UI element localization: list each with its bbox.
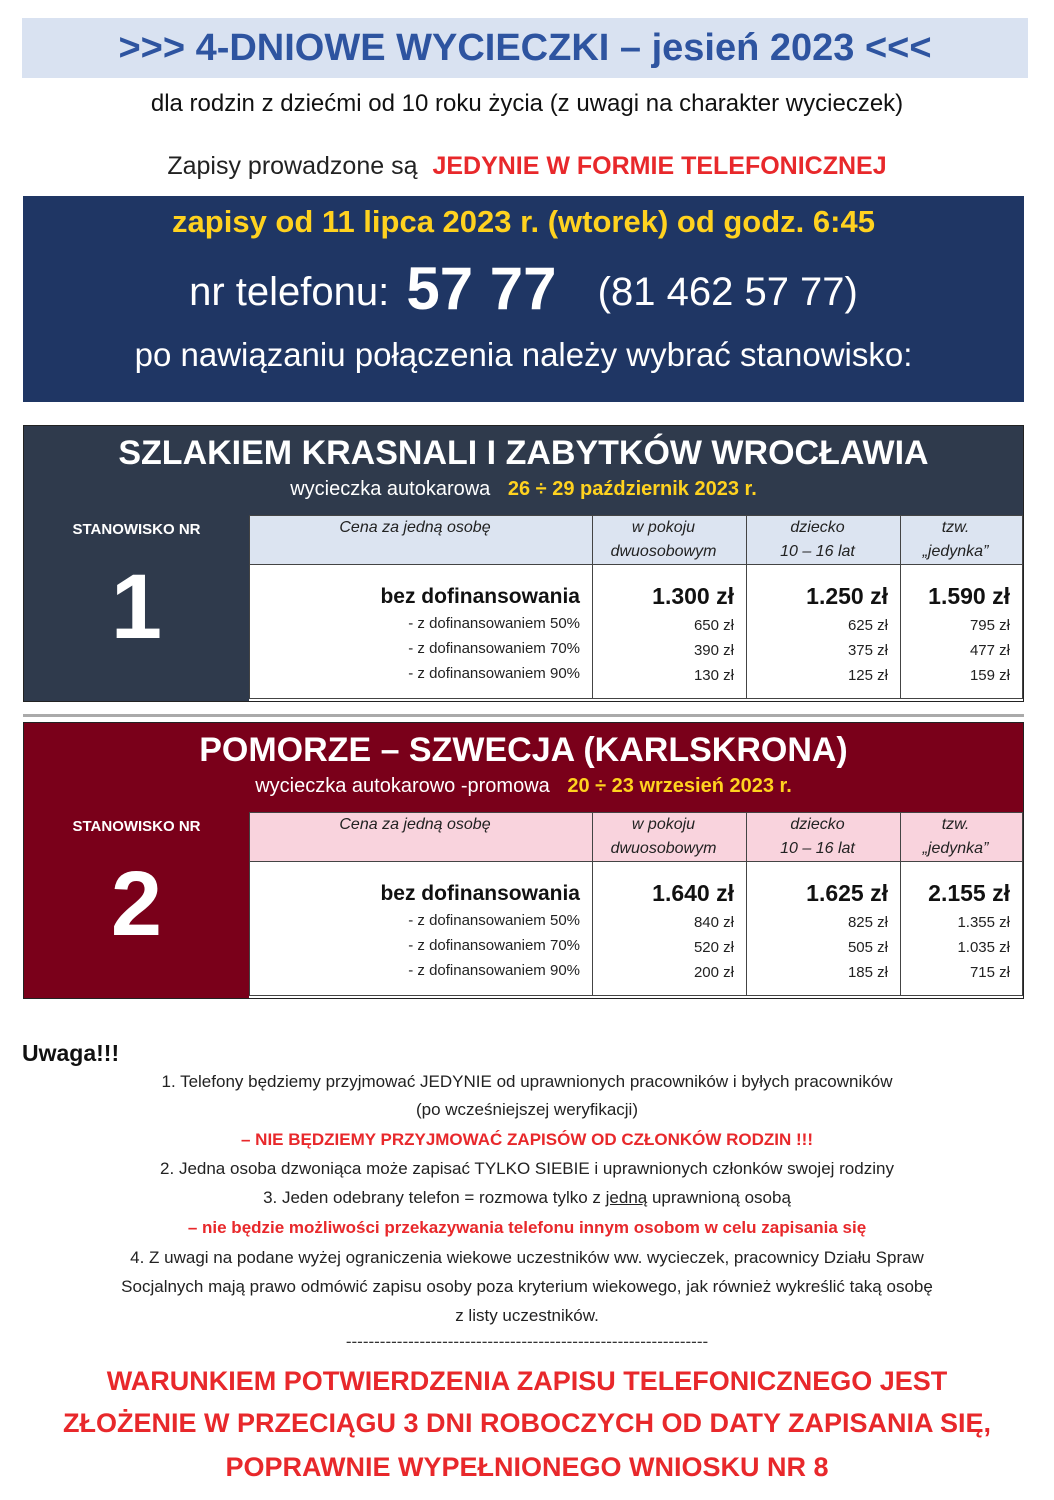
price-col-single [901, 862, 1023, 996]
price-rows-labels [250, 565, 593, 699]
header-single-l1: tzw. [941, 816, 970, 833]
price-value: 1.250 zł [806, 583, 888, 609]
trip-type: wycieczka autokarowo -promowa [255, 775, 550, 797]
price-col-double [593, 565, 747, 699]
condition-line-3: POPRAWNIE WYPEŁNIONEGO WNIOSKU NR 8 [225, 1452, 829, 1482]
trip-subtitle [24, 478, 1023, 501]
row-label: bez dofinansowania [380, 882, 580, 905]
price-value: 390 zł [693, 642, 734, 659]
price-table [249, 515, 1023, 699]
price-value: 1.625 zł [806, 880, 888, 906]
trip-dates: 26 ÷ 29 październik 2023 r. [507, 478, 757, 500]
price-col-child [747, 862, 901, 996]
header-single-l1: tzw. [941, 519, 970, 536]
row-label: - z dofinansowaniem 70% [408, 640, 580, 657]
note-1: 1. Telefony będziemy przyjmować JEDYNIE od uprawnionych pracowników i byłych pracowników [161, 1072, 893, 1091]
header-child-l1: dziecko [790, 816, 845, 833]
phone-short: 57 77 [406, 255, 557, 322]
header-price-per-person-text: Cena za jedną osobę [339, 816, 491, 833]
trip-type: wycieczka autokarowa [290, 478, 491, 500]
registration-date: zapisy od 11 lipca 2023 r. (wtorek) od godz. 6:45 [172, 204, 875, 239]
row-label: bez dofinansowania [380, 585, 580, 608]
page-subtitle: dla rodzin z dziećmi od 10 roku życia (z uwagi na charakter wycieczek) [150, 90, 904, 117]
price-value: 185 zł [847, 964, 888, 981]
header-child [747, 516, 901, 565]
price-value: 159 zł [969, 667, 1010, 684]
header-child-l1: dziecko [790, 519, 845, 536]
price-value: 2.155 zł [928, 880, 1010, 906]
phone-prefix: nr telefonu: [189, 270, 390, 314]
price-value: 650 zł [693, 617, 734, 634]
note-3-post: uprawnioną osobą [647, 1188, 791, 1207]
price-value: 125 zł [847, 667, 888, 684]
row-label: - z dofinansowaniem 90% [408, 665, 580, 682]
station-panel [24, 812, 249, 998]
header-single-l2: „jedynka” [922, 543, 989, 560]
station-label: STANOWISKO NR [72, 818, 201, 835]
price-value: 505 zł [847, 939, 888, 956]
header-child-l2: 10 – 16 lat [780, 840, 855, 857]
note-4: 4. Z uwagi na podane wyżej ograniczenia wiekowe uczestników ww. wycieczek, pracownicy Działu Spraw [130, 1248, 924, 1267]
trip-card-wroclaw [23, 425, 1024, 702]
header-double-room-l1: w pokoju [631, 519, 696, 536]
note-1-warning: – NIE BĘDZIEMY PRZYJMOWAĆ ZAPISÓW OD CZŁONKÓW RODZIN !!! [240, 1130, 813, 1149]
row-label: - z dofinansowaniem 70% [408, 937, 580, 954]
price-value: 477 zł [969, 642, 1010, 659]
note-3-warning: – nie będzie możliwości przekazywania telefonu innym osobom w celu zapisania się [187, 1218, 867, 1237]
price-table-body [250, 565, 1023, 699]
condition-line-2: ZŁOŻENIE W PRZECIĄGU 3 DNI ROBOCZYCH OD DATY ZAPISANIA SIĘ, [62, 1408, 992, 1438]
header-price-per-person [250, 813, 593, 862]
station-number: 1 [110, 556, 163, 658]
trip-header [24, 426, 1023, 515]
station-instruction: po nawiązaniu połączenia należy wybrać stanowisko: [134, 336, 913, 373]
trip-card-karlskrona [23, 722, 1024, 999]
phone-only-emphasis: JEDYNIE W FORMIE TELEFONICZNEJ [432, 152, 887, 180]
section-divider [23, 714, 1024, 717]
header-double-room-l2: dwuosobowym [610, 543, 717, 560]
station-label: STANOWISKO NR [72, 521, 201, 538]
trip-subtitle [24, 775, 1023, 798]
header-double-room-l2: dwuosobowym [610, 840, 717, 857]
header-single [901, 516, 1023, 565]
trip-header [24, 723, 1023, 812]
price-value: 840 zł [693, 914, 734, 931]
price-value: 200 zł [693, 964, 734, 981]
price-value: 625 zł [847, 617, 888, 634]
price-value: 520 zł [693, 939, 734, 956]
header-single [901, 813, 1023, 862]
price-table-header [250, 516, 1023, 565]
separator-line: ---------------------------------------------------------------- [345, 1332, 709, 1351]
note-3-underlined: jedną [605, 1188, 648, 1207]
price-value: 375 zł [847, 642, 888, 659]
header-price-per-person-text: Cena za jedną osobę [339, 519, 491, 536]
price-table-header [250, 813, 1023, 862]
header-child [747, 813, 901, 862]
notes-heading: Uwaga!!! [22, 1040, 120, 1066]
header-single-l2: „jedynka” [922, 840, 989, 857]
phone-full: (81 462 57 77) [597, 270, 858, 314]
station-number: 2 [110, 853, 163, 955]
price-col-double [593, 862, 747, 996]
price-col-single [901, 565, 1023, 699]
phone-line [23, 254, 1024, 323]
price-table [249, 812, 1023, 996]
note-4-line2: Socjalnych mają prawo odmówić zapisu osoby poza kryterium wiekowego, jak również wykreślić taką osobę [121, 1277, 933, 1296]
note-3 [0, 1188, 1054, 1208]
phone-only-prefix: Zapisy prowadzone są [167, 152, 418, 180]
trip-title: SZLAKIEM KRASNALI I ZABYTKÓW WROCŁAWIA [118, 434, 929, 472]
price-value: 1.300 zł [652, 583, 734, 609]
price-col-child [747, 565, 901, 699]
row-label: - z dofinansowaniem 50% [408, 912, 580, 929]
price-rows-labels [250, 862, 593, 996]
note-1-verification: (po wcześniejszej weryfikacji) [415, 1100, 638, 1119]
price-value: 1.035 zł [957, 939, 1010, 956]
price-value: 825 zł [847, 914, 888, 931]
note-2: 2. Jedna osoba dzwoniąca może zapisać TYLKO SIEBIE i uprawnionych członków swojej rodziny [160, 1159, 894, 1178]
phone-only-notice [0, 152, 1054, 181]
header-double-room [593, 813, 747, 862]
station-panel [24, 515, 249, 701]
page-title: >>> 4-DNIOWE WYCIECZKI – jesień 2023 <<< [118, 27, 932, 69]
condition-line-1: WARUNKIEM POTWIERDZENIA ZAPISU TELEFONICZNEGO JEST [106, 1366, 948, 1396]
price-value: 715 zł [969, 964, 1010, 981]
note-4-line3: z listy uczestników. [455, 1306, 599, 1325]
note-3-pre: 3. Jeden odebrany telefon = rozmowa tylko z [263, 1188, 606, 1207]
header-double-room [593, 516, 747, 565]
row-label: - z dofinansowaniem 50% [408, 615, 580, 632]
price-value: 130 zł [693, 667, 734, 684]
trip-title: POMORZE – SZWECJA (KARLSKRONA) [199, 731, 848, 769]
header-price-per-person [250, 516, 593, 565]
price-value: 1.640 zł [652, 880, 734, 906]
trip-dates: 20 ÷ 23 wrzesień 2023 r. [567, 775, 792, 797]
price-value: 1.355 zł [957, 914, 1010, 931]
header-double-room-l1: w pokoju [631, 816, 696, 833]
price-value: 795 zł [969, 617, 1010, 634]
header-child-l2: 10 – 16 lat [780, 543, 855, 560]
price-table-body [250, 862, 1023, 996]
row-label: - z dofinansowaniem 90% [408, 962, 580, 979]
price-value: 1.590 zł [928, 583, 1010, 609]
